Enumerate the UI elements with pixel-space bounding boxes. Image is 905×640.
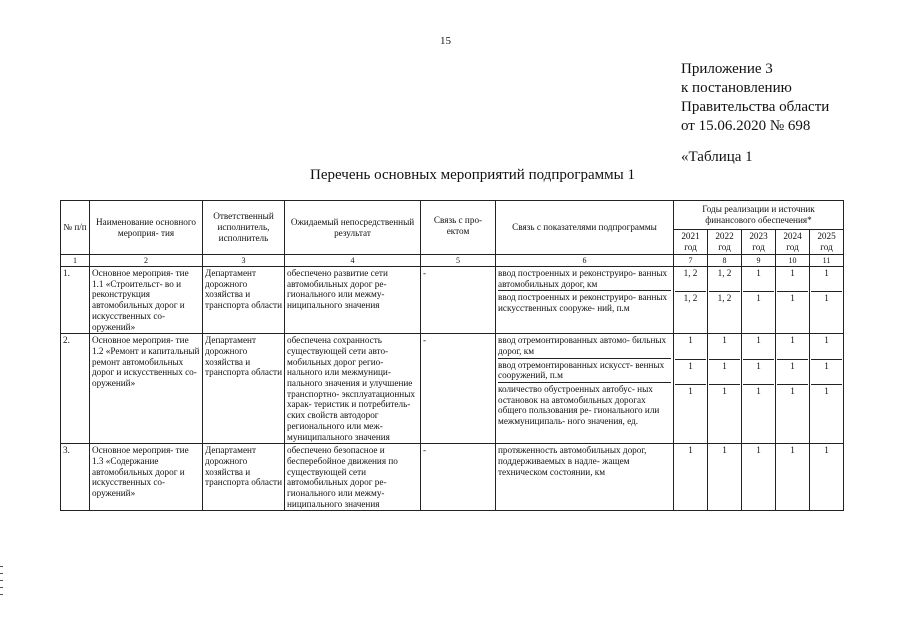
year-value: 1 xyxy=(675,334,706,359)
year-value: 1, 2 xyxy=(675,267,706,292)
cell-year-values xyxy=(810,334,844,444)
year-value: 1, 2 xyxy=(709,267,740,292)
cell-num: 2. xyxy=(61,334,90,444)
cell-year-values xyxy=(708,267,742,334)
cell-num: 1. xyxy=(61,267,90,334)
header-year-value: 2023 xyxy=(749,231,768,241)
header-year-value: 2021 xyxy=(681,231,700,241)
scan-edge-mark xyxy=(0,594,3,595)
header-year-unit: год xyxy=(684,242,697,252)
column-number: 9 xyxy=(742,255,776,267)
year-value: 1 xyxy=(722,445,727,456)
cell-activity-name: Основное мероприя- тие 1.1 «Строительст- во и реконструкция автомобильных дорог и искусственных со- оружений» xyxy=(90,267,203,334)
table-row xyxy=(61,334,844,444)
header-executor: Ответственный исполнитель, исполнитель xyxy=(203,201,285,255)
cell-year-values xyxy=(776,267,810,334)
year-value: 1, 2 xyxy=(683,293,698,304)
year-value: 1 xyxy=(743,334,774,359)
year-value: 1 xyxy=(743,267,774,292)
column-number: 11 xyxy=(810,255,844,267)
cell-result: обеспечено развитие сети автомобильных дорог ре- гионального или межму- ниципального значения xyxy=(285,267,421,334)
column-number: 1 xyxy=(61,255,90,267)
page-number: 15 xyxy=(440,35,451,47)
header-year-value: 2024 xyxy=(783,231,802,241)
header-year xyxy=(776,230,810,255)
appendix-line: Правительства области xyxy=(681,99,830,115)
column-numbers-row xyxy=(61,255,844,267)
header-project-link: Связь с про- ектом xyxy=(421,201,496,255)
header-row xyxy=(61,201,844,230)
year-value: 1 xyxy=(688,386,693,397)
table-row xyxy=(61,444,844,511)
year-value: 1 xyxy=(722,386,727,397)
header-name: Наименование основного мероприя- тия xyxy=(90,201,203,255)
header-num: № п/п xyxy=(61,201,90,255)
year-value: 1 xyxy=(756,445,761,456)
cell-year-values xyxy=(674,334,708,444)
year-value: 1 xyxy=(756,386,761,397)
scan-edge-mark xyxy=(0,573,3,574)
cell-project-link: - xyxy=(421,444,496,511)
header-year-unit: год xyxy=(820,242,833,252)
header-year xyxy=(674,230,708,255)
year-value: 1 xyxy=(811,334,842,359)
column-number: 5 xyxy=(421,255,496,267)
header-year xyxy=(810,230,844,255)
cell-year-values xyxy=(776,334,810,444)
year-value: 1 xyxy=(790,293,795,304)
cell-year-values xyxy=(708,334,742,444)
cell-indicators xyxy=(496,334,674,444)
activities-table xyxy=(60,200,844,511)
appendix-line: к постановлению xyxy=(681,80,792,96)
column-number: 10 xyxy=(776,255,810,267)
scan-edge-mark xyxy=(0,587,3,588)
cell-num: 3. xyxy=(61,444,90,511)
year-value: 1 xyxy=(824,386,829,397)
indicator-item: ввод построенных и реконструиро- ванных искусственных сооруже- ний, п.м xyxy=(498,292,668,314)
cell-year-values xyxy=(742,267,776,334)
year-value: 1 xyxy=(790,445,795,456)
indicator-item: количество обустроенных автобус- ных остановок на автомобильных дорогах общего пользования ре- гионального или межмуниципаль- ного значения, ед. xyxy=(498,384,660,427)
cell-activity-name: Основное мероприя- тие 1.2 «Ремонт и капитальный ремонт автомобильных дорог и искусственных со- оружений» xyxy=(90,334,203,444)
cell-year-values xyxy=(674,444,708,511)
year-value: 1 xyxy=(756,293,761,304)
year-value: 1, 2 xyxy=(717,293,732,304)
cell-executor: Департамент дорожного хозяйства и транспорта области xyxy=(203,334,285,444)
column-number: 7 xyxy=(674,255,708,267)
year-value: 1 xyxy=(811,360,842,385)
cell-year-values xyxy=(776,444,810,511)
year-value: 1 xyxy=(777,360,808,385)
column-number: 3 xyxy=(203,255,285,267)
cell-year-values xyxy=(674,267,708,334)
scan-edge-mark xyxy=(0,580,3,581)
appendix-note xyxy=(681,60,829,136)
year-value: 1 xyxy=(709,334,740,359)
table-body xyxy=(61,267,844,511)
cell-result: обеспечено безопасное и бесперебойное движения по существующей сети автомобильных дорог ре- гионального или межму- ниципального значения xyxy=(285,444,421,511)
appendix-line: от 15.06.2020 № 698 xyxy=(681,118,811,134)
cell-result: обеспечена сохранность существующей сети авто- мобильных дорог регио- нального или межмуници- пального значения и улучшение транспортно- эксплуатационных харак- теристик и потребитель- ских свойств автодорог регионального или меж- муниципального значения xyxy=(285,334,421,444)
year-value: 1 xyxy=(811,267,842,292)
column-number: 2 xyxy=(90,255,203,267)
year-value: 1 xyxy=(675,360,706,385)
table-label: «Таблица 1 xyxy=(681,149,753,165)
header-years-group: Годы реализации и источник финансового обеспечения* xyxy=(674,201,844,230)
header-year xyxy=(742,230,776,255)
year-value: 1 xyxy=(777,334,808,359)
year-value: 1 xyxy=(824,293,829,304)
year-value: 1 xyxy=(688,445,693,456)
cell-indicators xyxy=(496,267,674,334)
cell-project-link: - xyxy=(421,334,496,444)
year-value: 1 xyxy=(790,386,795,397)
table-row xyxy=(61,267,844,334)
header-year-value: 2022 xyxy=(715,231,734,241)
header-year-unit: год xyxy=(752,242,765,252)
cell-year-values xyxy=(742,444,776,511)
cell-indicators xyxy=(496,444,674,511)
year-value: 1 xyxy=(777,267,808,292)
appendix-line: Приложение 3 xyxy=(681,61,773,77)
cell-year-values xyxy=(708,444,742,511)
column-number: 4 xyxy=(285,255,421,267)
header-year xyxy=(708,230,742,255)
year-value: 1 xyxy=(709,360,740,385)
header-year-unit: год xyxy=(718,242,731,252)
cell-year-values xyxy=(810,444,844,511)
header-indicator-link: Связь с показателями подпрограммы xyxy=(496,201,674,255)
cell-activity-name: Основное мероприя- тие 1.3 «Содержание автомобильных дорог и искусственных со- оружений» xyxy=(90,444,203,511)
year-value: 1 xyxy=(743,360,774,385)
scan-edge-mark xyxy=(0,566,3,567)
header-year-unit: год xyxy=(786,242,799,252)
cell-year-values xyxy=(810,267,844,334)
header-result: Ожидаемый непосредственный результат xyxy=(285,201,421,255)
cell-project-link: - xyxy=(421,267,496,334)
indicator-item: ввод построенных и реконструиро- ванных автомобильных дорог, км xyxy=(498,267,671,291)
indicator-item: ввод отремонтированных искусст- венных сооружений, п.м xyxy=(498,359,671,383)
document-title: Перечень основных мероприятий подпрограммы 1 xyxy=(310,167,635,183)
header-year-value: 2025 xyxy=(817,231,836,241)
indicator-item: протяженность автомобильных дорог, поддерживаемых в надле- жащем техническом состоянии, км xyxy=(498,445,647,477)
indicator-item: ввод отремонтированных автомо- бильных дорог, км xyxy=(498,334,671,358)
column-number: 6 xyxy=(496,255,674,267)
year-value: 1 xyxy=(824,445,829,456)
column-number: 8 xyxy=(708,255,742,267)
cell-year-values xyxy=(742,334,776,444)
cell-executor: Департамент дорожного хозяйства и транспорта области xyxy=(203,267,285,334)
cell-executor: Департамент дорожного хозяйства и транспорта области xyxy=(203,444,285,511)
